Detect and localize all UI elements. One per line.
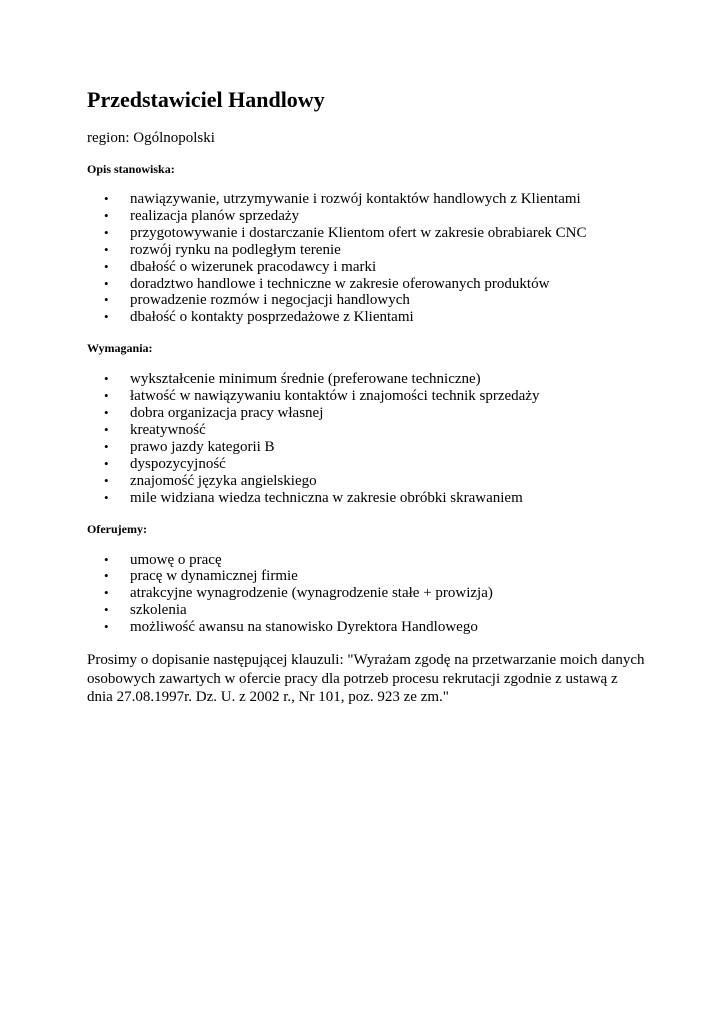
requirements-list <box>87 371 687 506</box>
bullet-icon: • <box>104 551 109 567</box>
list-item <box>87 292 687 309</box>
bullet-icon: • <box>104 371 109 387</box>
bullet-icon: • <box>104 421 109 437</box>
bullet-icon: • <box>104 438 109 454</box>
bullet-icon: • <box>104 568 109 584</box>
bullet-icon: • <box>104 191 109 206</box>
bullet-icon: • <box>104 405 109 421</box>
document-page <box>87 86 687 707</box>
list-item-text: atrakcyjne wynagrodzenie (wynagrodzenie stałe + prowizja) <box>130 585 493 602</box>
list-item-text: prawo jazdy kategorii B <box>130 438 275 455</box>
list-item <box>87 422 687 439</box>
section-heading-description: Opis stanowiska: <box>87 162 175 176</box>
list-item-text: dbałość o wizerunek pracodawcy i marki <box>130 258 377 275</box>
list-item <box>87 585 687 602</box>
bullet-icon: • <box>104 275 109 291</box>
bullet-icon: • <box>104 619 109 635</box>
list-item <box>87 490 687 507</box>
bullet-icon: • <box>104 585 109 601</box>
list-item-text: wykształcenie minimum średnie (preferowane techniczne) <box>130 371 481 388</box>
list-item-text: znajomość języka angielskiego <box>130 472 317 489</box>
bullet-icon: • <box>104 472 109 488</box>
list-item-text: prowadzenie rozmów i negocjacji handlowych <box>130 292 410 309</box>
bullet-icon: • <box>104 388 109 404</box>
list-item <box>87 439 687 456</box>
list-item-text: łatwość w nawiązywaniu kontaktów i znajomości technik sprzedaży <box>130 388 540 405</box>
list-item <box>87 242 687 259</box>
section-heading-requirements: Wymagania: <box>87 341 153 356</box>
description-list <box>87 191 687 326</box>
bullet-icon: • <box>104 292 109 308</box>
list-item <box>87 259 687 276</box>
region-line: region: Ogólnopolski <box>87 130 215 146</box>
list-item <box>87 602 687 619</box>
list-item <box>87 208 687 225</box>
bullet-icon: • <box>104 224 109 240</box>
list-item <box>87 568 687 585</box>
bullet-icon: • <box>104 489 109 505</box>
bullet-icon: • <box>104 309 109 325</box>
list-item <box>87 309 687 326</box>
list-item-text: przygotowywanie i dostarczanie Klientom ofert w zakresie obrabiarek CNC <box>130 224 587 241</box>
bullet-icon: • <box>104 258 109 274</box>
list-item-text: umowę o pracę <box>130 551 222 568</box>
bullet-icon: • <box>104 241 109 257</box>
bullet-icon: • <box>104 455 109 471</box>
bullet-icon: • <box>104 207 109 223</box>
list-item-text: szkolenia <box>130 602 187 619</box>
list-item <box>87 371 687 388</box>
list-item-text: dbałość o kontakty posprzedażowe z Klientami <box>130 309 414 326</box>
list-item <box>87 276 687 293</box>
list-item-text: mile widziana wiedza techniczna w zakresie obróbki skrawaniem <box>130 489 523 506</box>
list-item-text: rozwój rynku na podległym terenie <box>130 241 341 258</box>
list-item <box>87 388 687 405</box>
list-item-text: dyspozycyjność <box>130 455 226 472</box>
list-item <box>87 619 687 636</box>
list-item <box>87 456 687 473</box>
list-item-text: możliwość awansu na stanowisko Dyrektora Handlowego <box>130 619 478 636</box>
page-title: Przedstawiciel Handlowy <box>87 87 325 112</box>
list-item-text: realizacja planów sprzedaży <box>130 207 300 224</box>
list-item-text: doradztwo handlowe i techniczne w zakresie oferowanych produktów <box>130 275 550 292</box>
section-heading-offer: Oferujemy: <box>87 521 147 536</box>
list-item-text: pracę w dynamicznej firmie <box>130 568 298 585</box>
list-item-text: nawiązywanie, utrzymywanie i rozwój kontaktów handlowych z Klientami <box>130 191 581 207</box>
list-item <box>87 552 687 569</box>
list-item <box>87 225 687 242</box>
list-item <box>87 473 687 490</box>
offer-list <box>87 552 687 637</box>
list-item-text: dobra organizacja pracy własnej <box>130 405 324 422</box>
consent-clause: Prosimy o dopisanie następującej klauzuli: "Wyrażam zgodę na przetwarzanie moich danych osobowych zawartych w ofercie pracy dla potrzeb procesu rekrutacji zgodnie z ustawą z dnia 27.08.1997r. Dz. U. z 2002 r., Nr 101, poz. 923 ze zm." <box>87 652 645 706</box>
list-item <box>87 191 687 208</box>
list-item <box>87 405 687 422</box>
bullet-icon: • <box>104 602 109 618</box>
list-item-text: kreatywność <box>130 421 206 438</box>
